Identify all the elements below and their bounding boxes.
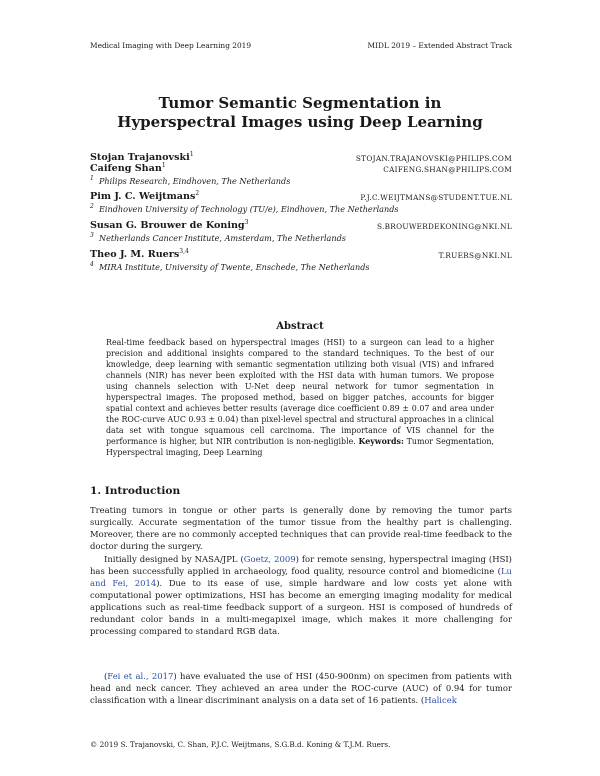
abstract-body (106, 337, 494, 459)
author-name: Theo J. M. Ruers$^{3,4}$ (90, 248, 189, 260)
citation-link[interactable]: Lu and Fei, 2014 (90, 566, 512, 589)
keywords-label: Keywords: (358, 437, 404, 447)
paragraph: Initially designed by NASA/JPL (Goetz, 2009) for remote sensing, hyperspectral imaging (HSI) has been successfully applied in archaeology, food quality, resource control and biomedicine (Lu and Fei, 2014). Due to its ease of use, simple hardware and low costs yet alone with computational power optimizations, HSI has become an emerging imaging modality for medical applications such as real-time feedback support of a surgeon. HSI is composed of hundreds of redundant color bands in a multi-megapixel image, which makes it more challenging for processing compared to standard RGB data. (90, 554, 513, 637)
running-header-left: Medical Imaging with Deep Learning 2019 (90, 41, 252, 50)
title-line-2: Hyperspectral Images using Deep Learning (117, 113, 483, 131)
citation-link[interactable]: Goetz, 2009 (243, 554, 296, 564)
affiliation: $^1$ Philips Research, Eindhoven, The Netherlands (90, 175, 291, 186)
author-email[interactable]: S.BROUWERDEKONING@NKI.NL (376, 222, 512, 231)
author-name: Pim J. C. Weijtmans$^2$ (90, 190, 200, 202)
author-name: Susan G. Brouwer de Koning$^3$ (90, 219, 249, 231)
citation-link[interactable]: Fei et al., 2017 (107, 671, 174, 681)
copyright-footer: © 2019 S. Trajanovski, C. Shan, P.J.C. Weijtmans, S.G.B.d. Koning & T.J.M. Ruers. (90, 740, 391, 749)
abstract-text: Real-time feedback based on hyperspectral images (HSI) to a surgeon can lead to a higher precision and additional insights compared to the standard techniques. To the best of our knowledge, deep learning with semantic segmentation utilizing both visual (VIS) and infrared channels (NIR) has never been exploited with the HSI data with human tumors. We propose using channels selection with U-Net deep neural network for tumor segmentation in hyperspectral images. The proposed method, based on bigger patches, accounts for bigger spatial context and achieves better results (average dice coefficient 0.89 ± 0.07 and area under the ROC-curve AUC 0.93 ± 0.04) than pixel-level spectral and structural approaches in a clinical data set with tongue squamous cell carcinoma. The importance of VIS channel for the performance is higher, but NIR contribution is non-negligible. (106, 338, 494, 447)
citation-link[interactable]: Halicek (424, 695, 457, 706)
author-email[interactable]: STOJAN.TRAJANOVSKI@PHILIPS.COM (355, 154, 512, 163)
abstract-heading: Abstract (276, 321, 324, 332)
title-line-1: Tumor Semantic Segmentation in (158, 94, 442, 112)
author-email[interactable]: CAIFENG.SHAN@PHILIPS.COM (383, 165, 512, 174)
author-email[interactable]: P.J.C.WEIJTMANS@STUDENT.TUE.NL (360, 193, 512, 202)
paragraph: (Fei et al., 2017) have evaluated the use of HSI (450-900nm) on specimen from patients with head and neck cancer. They achieved an area under the ROC-curve (AUC) of 0.94 for tumor classification with a linear discriminant analysis on a data set of 16 patients. (Halicek (90, 671, 512, 706)
paper-title (0, 94, 600, 132)
section-heading: 1. Introduction (90, 485, 181, 497)
running-header-right: MIDL 2019 – Extended Abstract Track (367, 41, 512, 50)
author-email[interactable]: T.RUERS@NKI.NL (438, 251, 512, 260)
paragraph: Treating tumors in tongue or other parts is generally done by removing the tumor parts surgically. Accurate segmentation of the tumor tissue from the healthy part is challenging. Moreover, there are no commonly accepted techniques that can provide real-time feedback to the doctor during the surgery. (90, 505, 512, 552)
affiliation: $^4$ MIRA Institute, University of Twente, Enschede, The Netherlands (90, 261, 370, 272)
author-name: Stojan Trajanovski$^1$ (90, 151, 194, 163)
affiliation: $^3$ Netherlands Cancer Institute, Amsterdam, The Netherlands (90, 232, 346, 243)
keywords-text: Tumor Segmentation, Hyperspectral imaging, Deep Learning (106, 437, 494, 458)
affiliation: $^2$ Eindhoven University of Technology (TU/e), Eindhoven, The Netherlands (90, 203, 399, 214)
author-name: Caifeng Shan$^1$ (90, 162, 166, 174)
